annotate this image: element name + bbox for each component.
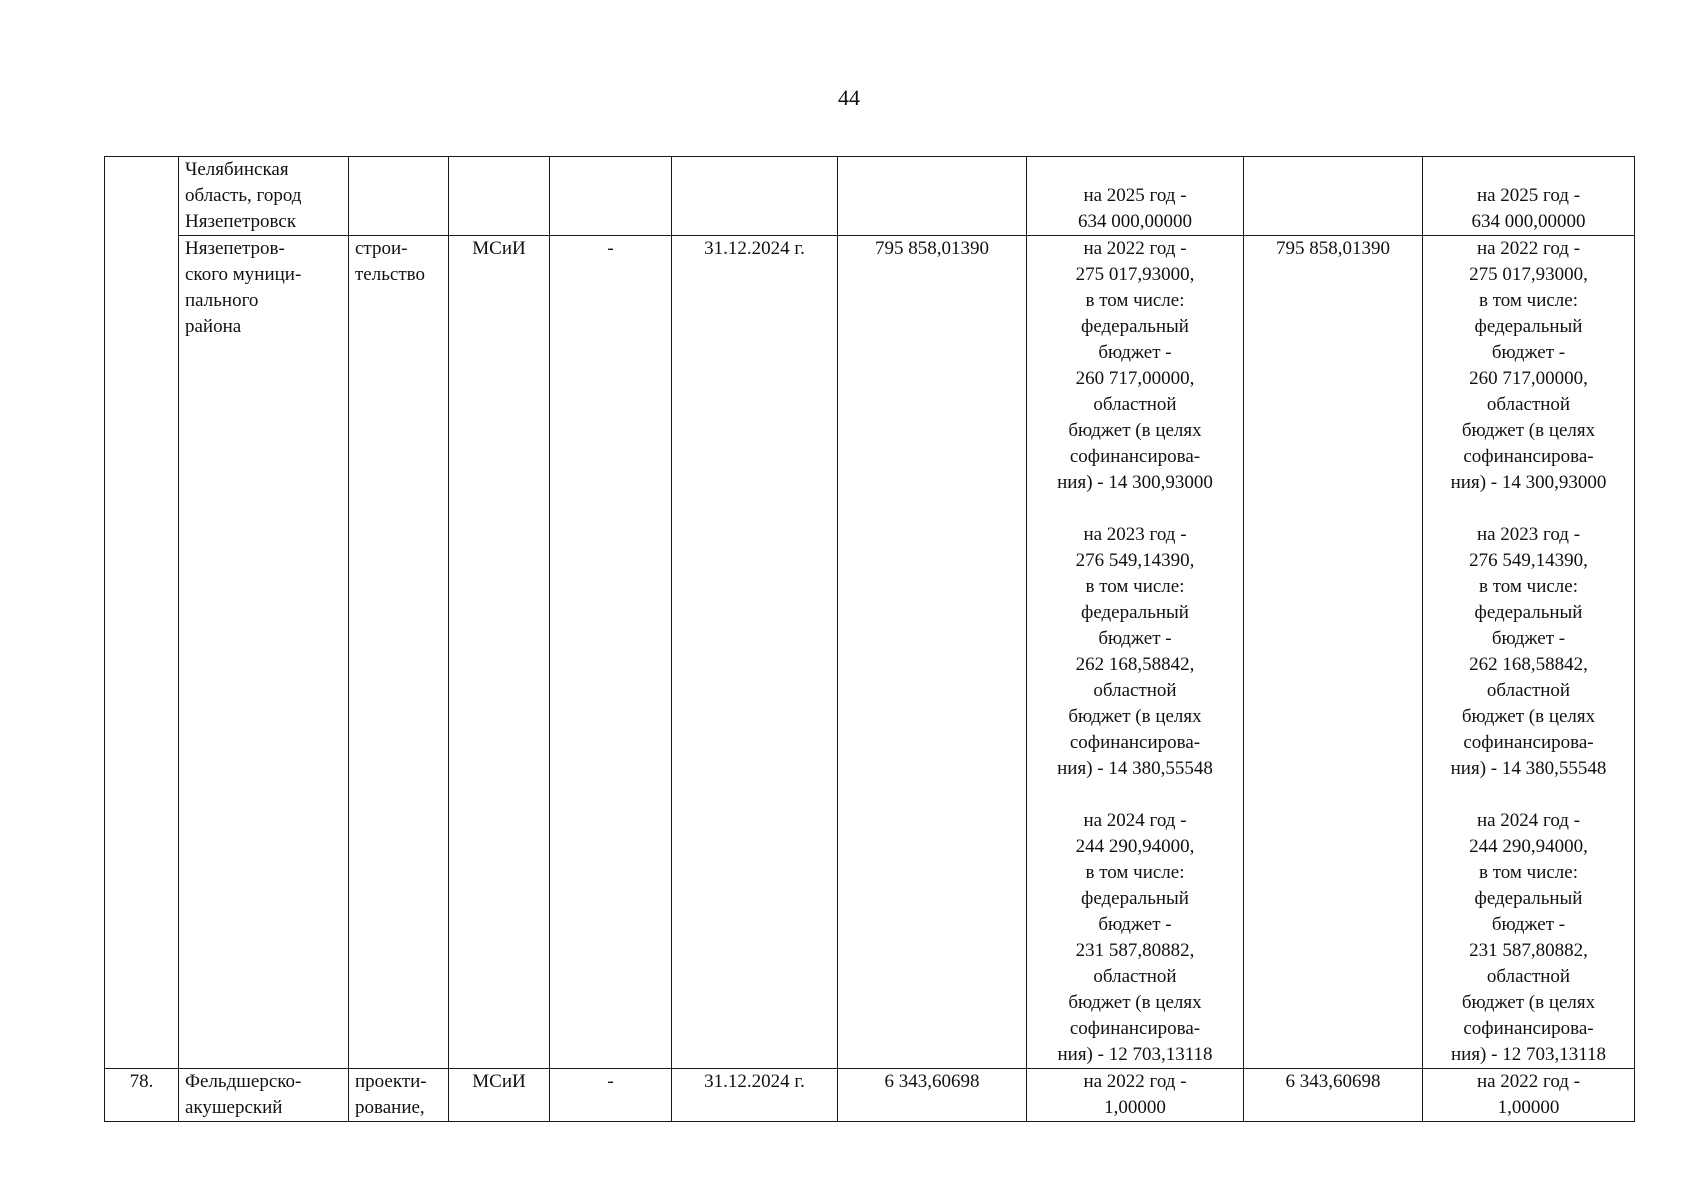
dash-cell: -: [550, 236, 672, 1069]
number-cell-empty: [105, 157, 179, 1069]
funding-2-2024-block: на 2024 год - 244 290,94000, в том числе: федеральный бюджет - 231 587,80882, областной бюджет (в целях софинансирова- ния) - 12 703,13118: [1450, 810, 1607, 1065]
region-cell: Челябинская область, город Нязепетровск: [179, 157, 349, 236]
dash-cell-empty: [550, 157, 672, 236]
cost-cell: 795 858,01390: [838, 236, 1027, 1069]
funding-cell: на 2022 год - 1,00000: [1027, 1069, 1244, 1122]
work-type-cell-empty: [349, 157, 449, 236]
region-cell: Нязепетров- ского муници- пального района: [179, 236, 349, 1069]
number-cell: 78.: [105, 1069, 179, 1122]
funding-2022-block: на 2022 год - 275 017,93000, в том числе: федеральный бюджет - 260 717,00000, областной бюджет (в целях софинансирова- ния) - 14 300,93000: [1057, 238, 1213, 493]
customer-cell: МСиИ: [449, 236, 550, 1069]
dash-cell: -: [550, 1069, 672, 1122]
customer-cell: МСиИ: [449, 1069, 550, 1122]
table-row: [105, 236, 1635, 1069]
deadline-cell-empty: [672, 157, 838, 236]
customer-cell-empty: [449, 157, 550, 236]
cost-2-cell-empty: [1244, 157, 1423, 236]
page-number: 44: [838, 85, 860, 110]
funding-2-cell: [1423, 236, 1635, 1069]
funding-2-cell: на 2022 год - 1,00000: [1423, 1069, 1635, 1122]
cost-cell: 6 343,60698: [838, 1069, 1027, 1122]
objects-table: [104, 156, 1635, 1122]
funding-2024-block: на 2024 год - 244 290,94000, в том числе: федеральный бюджет - 231 587,80882, областной бюджет (в целях софинансирова- ния) - 12 703,13118: [1057, 810, 1213, 1065]
funding-2025-cell: на 2025 год - 634 000,00000: [1027, 157, 1244, 236]
cost-cell-empty: [838, 157, 1027, 236]
work-type-cell: строи- тельство: [349, 236, 449, 1069]
funding-2-2022-block: на 2022 год - 275 017,93000, в том числе: федеральный бюджет - 260 717,00000, областной бюджет (в целях софинансирова- ния) - 14 300,93000: [1450, 238, 1607, 493]
funding-2-2025-cell: на 2025 год - 634 000,00000: [1423, 157, 1635, 236]
cost-2-cell: 795 858,01390: [1244, 236, 1423, 1069]
funding-2023-block: на 2023 год - 276 549,14390, в том числе: федеральный бюджет - 262 168,58842, областной бюджет (в целях софинансирова- ния) - 14 380,55548: [1057, 524, 1213, 779]
table-row: [105, 157, 1635, 236]
deadline-cell: 31.12.2024 г.: [672, 1069, 838, 1122]
table-row: [105, 1069, 1635, 1122]
work-type-cell: проекти- рование,: [349, 1069, 449, 1122]
funding-cell: [1027, 236, 1244, 1069]
funding-2-2023-block: на 2023 год - 276 549,14390, в том числе: федеральный бюджет - 262 168,58842, областной бюджет (в целях софинансирова- ния) - 14 380,55548: [1450, 524, 1607, 779]
deadline-cell: 31.12.2024 г.: [672, 236, 838, 1069]
name-cell: Фельдшерско- акушерский: [179, 1069, 349, 1122]
cost-2-cell: 6 343,60698: [1244, 1069, 1423, 1122]
